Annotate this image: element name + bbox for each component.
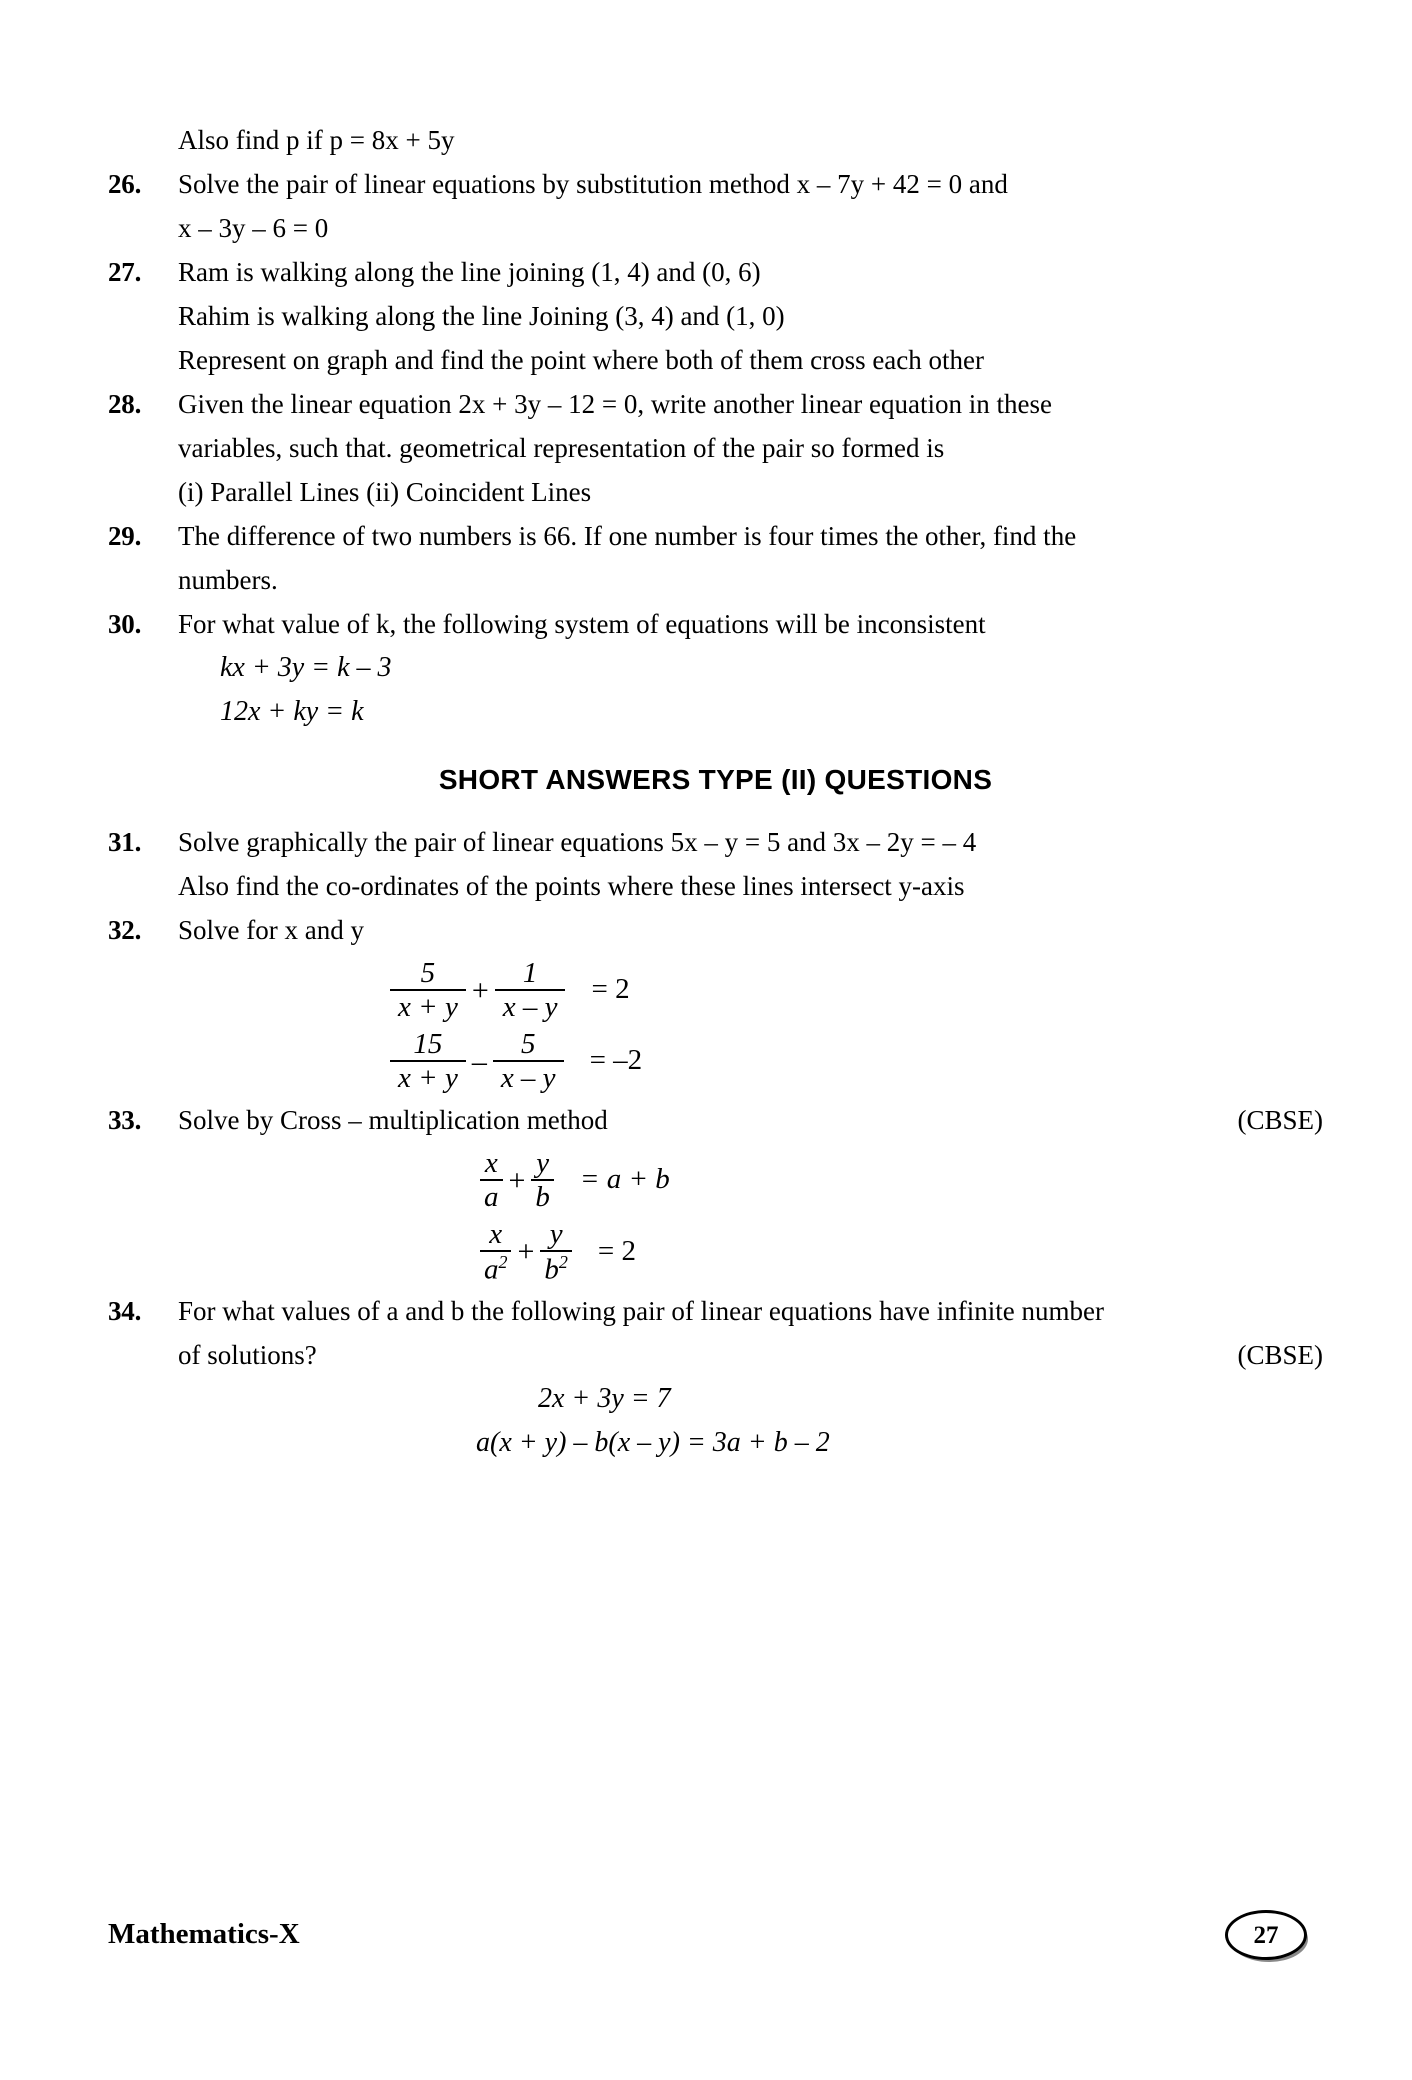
footer-book-title: Mathematics-X: [108, 1918, 300, 1950]
page-footer: [108, 1910, 1323, 1980]
q33-eq1-right-hand-side: [556, 1164, 670, 1196]
question-34-source-tag: (CBSE): [1237, 1340, 1323, 1371]
q33-eq1-fraction-2: [531, 1148, 554, 1213]
question-30: [108, 602, 1323, 734]
q32-eq2-frac1-numerator: 15: [413, 1027, 443, 1060]
q33-eq2-frac2-numerator: y: [549, 1217, 563, 1250]
question-34: [108, 1289, 1323, 1465]
q32-eq2-right-hand-side: = –2: [589, 1044, 643, 1077]
question-32-equation-1: [178, 958, 1323, 1023]
q32-eq1-right-hand-side: = 2: [591, 973, 630, 1006]
q33-eq2-frac1-numerator: x: [489, 1217, 503, 1250]
q32-eq1-frac2-numerator: 1: [522, 957, 538, 989]
q32-eq1-frac1-denominator: x + y: [390, 989, 466, 1022]
question-30-line-1: For what value of k, the following system of equations will be inconsistent: [178, 609, 986, 639]
question-33: [108, 1098, 1323, 1289]
q32-eq1-frac2-denominator: x – y: [495, 989, 566, 1022]
q33-eq1-operator: +: [508, 1163, 526, 1197]
question-33-equation-1: [178, 1148, 1323, 1213]
question-31-line-2: Also find the co-ordinates of the points where these lines intersect y-axis: [178, 871, 965, 901]
question-31: [108, 820, 1323, 908]
q32-eq2-operator: –: [471, 1044, 487, 1078]
question-34-equation-1: 2x + 3y = 7: [538, 1383, 671, 1415]
q33-eq1-fraction-1: [480, 1148, 503, 1213]
q33-eq1-frac1-numerator: x: [484, 1146, 498, 1179]
q33-eq1-frac2-denominator: b: [531, 1179, 554, 1212]
question-32: [108, 908, 1323, 1098]
question-33-source-tag: (CBSE): [1237, 1104, 1323, 1135]
q32-eq1-frac1-numerator: 5: [420, 957, 436, 989]
q33-eq2-fraction-1: [480, 1219, 511, 1286]
question-26-line-2: x – 3y – 6 = 0: [178, 213, 329, 243]
question-34-line-1: For what values of a and b the following pair of linear equations have infinite number: [178, 1296, 1104, 1327]
question-34-line-2-text: of solutions?: [178, 1340, 317, 1371]
question-29: [108, 514, 1323, 602]
q33-eq2-operator: +: [517, 1235, 535, 1269]
q32-eq2-frac2-denominator: x – y: [493, 1060, 564, 1093]
question-27-line-2: Rahim is walking along the line Joining (3, 4) and (1, 0): [178, 301, 785, 331]
question-30-number: 30.: [108, 609, 142, 639]
question-27-line-1: Ram is walking along the line joining (1, 4) and (0, 6): [178, 257, 761, 287]
page-content: [108, 118, 1323, 1465]
q32-eq2-fraction-2: [493, 1029, 564, 1094]
page-badge-ellipse: [1225, 1910, 1307, 1960]
question-28-line-3: (i) Parallel Lines (ii) Coincident Lines: [178, 477, 592, 507]
question-34-line-2: [178, 1333, 1323, 1377]
question-33-number: 33.: [108, 1104, 142, 1135]
q32-eq2-frac2-numerator: 5: [520, 1027, 536, 1060]
question-33-text: Solve by Cross – multiplication method: [178, 1104, 608, 1135]
question-31-number: 31.: [108, 827, 142, 857]
question-33-line-1: [178, 1098, 1323, 1142]
question-28-number: 28.: [108, 389, 142, 419]
q33-eq2-fraction-2: [540, 1219, 571, 1286]
question-34-equation-2: a(x + y) – b(x – y) = 3a + b – 2: [476, 1427, 830, 1459]
question-30-equation-2: 12x + ky = k: [220, 696, 364, 727]
question-26-number: 26.: [108, 169, 142, 199]
question-29-line-2: numbers.: [178, 565, 278, 595]
question-29-line-1: The difference of two numbers is 66. If one number is four times the other, find the: [178, 521, 1077, 551]
question-27-number: 27.: [108, 257, 142, 287]
q32-eq1-fraction-2: [495, 958, 566, 1023]
q33-eq2-right-hand-side: = 2: [597, 1234, 636, 1267]
section-heading: SHORT ANSWERS TYPE (II) QUESTIONS: [438, 764, 993, 795]
q33-eq2-frac1-denominator: $a^2$: [480, 1250, 511, 1285]
q33-eq1-frac1-denominator: a: [480, 1179, 503, 1212]
q32-eq1-fraction-1: [390, 958, 466, 1023]
q33-eq2-frac2-denominator: $b^2$: [540, 1250, 571, 1285]
question-26: [108, 162, 1323, 250]
question-28: [108, 382, 1323, 514]
page-number-text: 27: [1253, 1921, 1279, 1949]
q25-cont-text: Also find p if p = 8x + 5y: [178, 125, 455, 155]
question-32-number: 32.: [108, 915, 142, 945]
question-29-number: 29.: [108, 521, 142, 551]
q32-eq2-fraction-1: [390, 1029, 466, 1094]
question-27-line-3: Represent on graph and find the point where both of them cross each other: [178, 345, 985, 375]
question-32-equation-2: [178, 1029, 1323, 1094]
question-34-number: 34.: [108, 1296, 142, 1327]
question-31-line-1: Solve graphically the pair of linear equations 5x – y = 5 and 3x – 2y = – 4: [178, 827, 977, 857]
q32-eq2-frac1-denominator: x + y: [390, 1060, 466, 1093]
question-25-continuation: [178, 118, 1323, 162]
q33-eq1-frac2-numerator: y: [536, 1146, 550, 1179]
q32-eq1-operator: +: [471, 973, 489, 1007]
question-26-line-1: Solve the pair of linear equations by substitution method x – 7y + 42 = 0 and: [178, 169, 1008, 199]
question-33-equation-2: [178, 1219, 1323, 1286]
question-28-line-2: variables, such that. geometrical representation of the pair so formed is: [178, 433, 945, 463]
q33-eq1-rhs-text: = a + b: [579, 1163, 670, 1196]
page-number-badge: [1225, 1910, 1307, 1960]
question-27: [108, 250, 1323, 382]
question-28-line-1: Given the linear equation 2x + 3y – 12 = 0, write another linear equation in these: [178, 389, 1052, 419]
question-32-line-1: Solve for x and y: [178, 915, 364, 945]
question-30-equation-1: kx + 3y = k – 3: [220, 652, 392, 683]
